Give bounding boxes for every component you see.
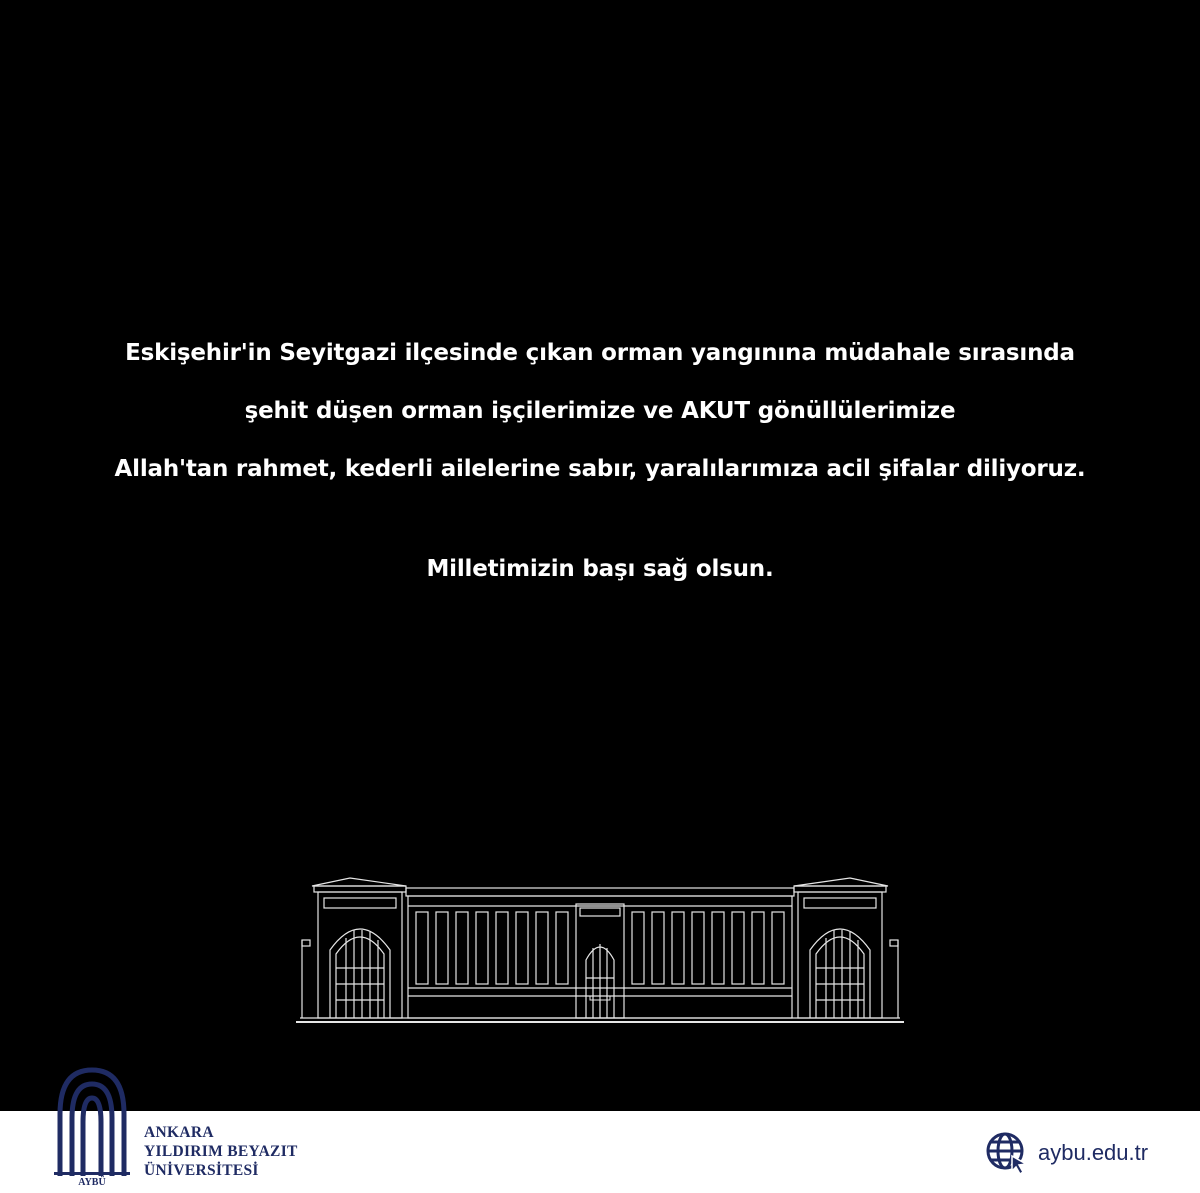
globe-icon [984,1130,1030,1176]
university-logo-icon [52,1062,132,1186]
university-name-line-2: YILDIRIM BEYAZIT [144,1143,298,1160]
message-closing: Milletimizin başı sağ olsun. [426,556,774,582]
condolence-message [0,330,1200,592]
website-link[interactable] [984,1130,1148,1176]
university-name-line-3: ÜNİVERSİTESİ [144,1162,259,1179]
message-line-2: şehit düşen orman işçilerimize ve AKUT gönüllülerimize [244,398,956,424]
university-name [144,1123,298,1180]
logo-mark-text: AYBÜ [78,1177,106,1186]
website-url[interactable]: aybu.edu.tr [1038,1140,1149,1165]
university-name-line-1: ANKARA [144,1124,214,1141]
building-line-drawing-icon [290,868,910,1030]
message-line-3: Allah'tan rahmet, kederli ailelerine sabır, yaralılarımıza acil şifalar diliyoruz. [114,456,1086,482]
message-line-1: Eskişehir'in Seyitgazi ilçesinde çıkan orman yangınına müdahale sırasında [125,340,1075,366]
